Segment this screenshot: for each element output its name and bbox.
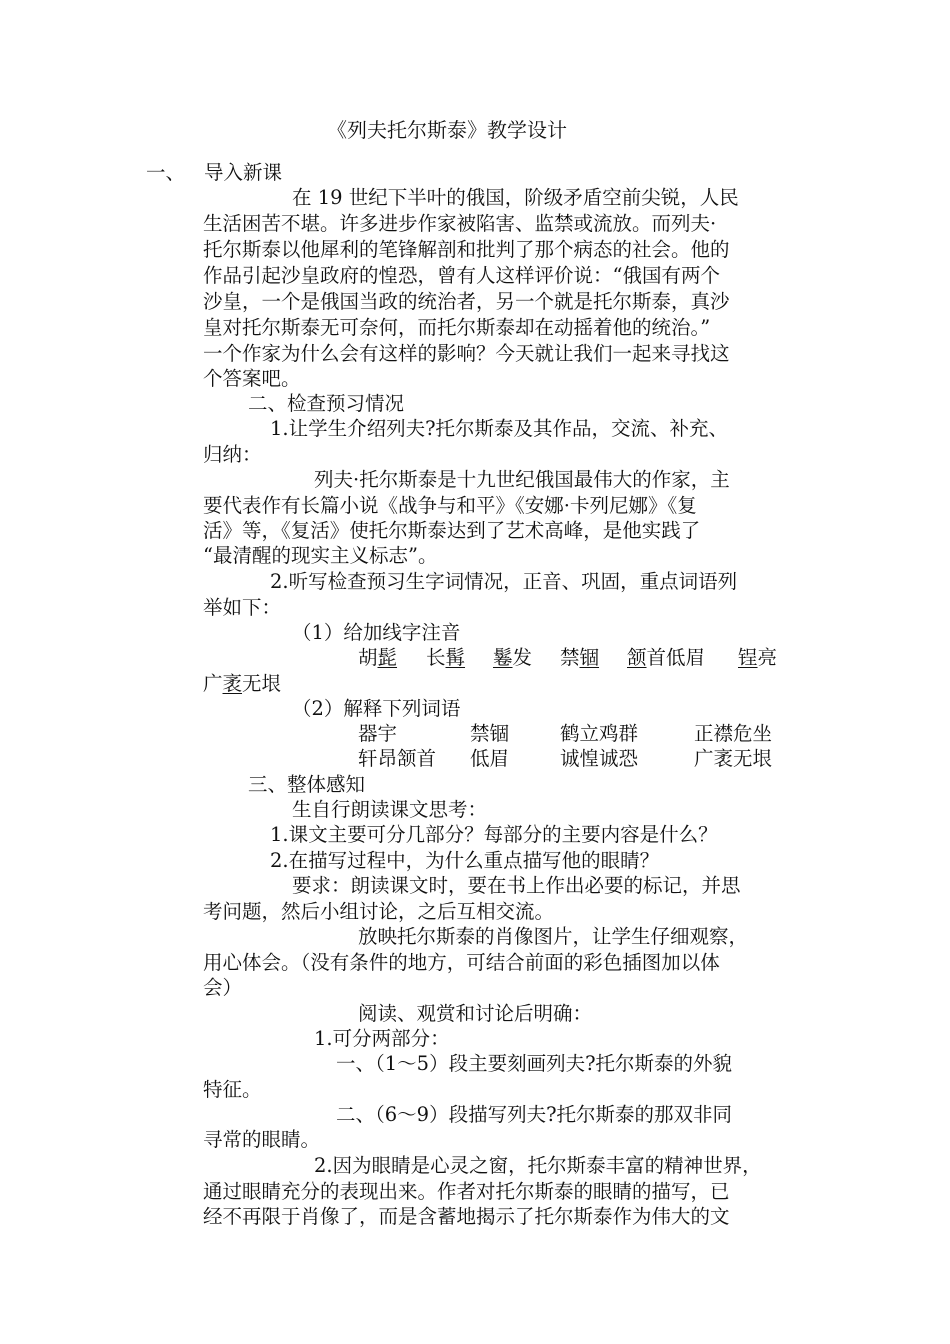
body-line: 考问题，然后小组讨论，之后互相交流。 (203, 900, 555, 923)
word-text: 胡 (358, 646, 378, 669)
word-text: 无垠 (242, 672, 282, 695)
underlined-char: 锢 (579, 646, 600, 669)
body-line: 2.在描写过程中，为什么重点描写他的眼睛？ (270, 849, 660, 872)
underlined-char: 鬈 (493, 646, 513, 669)
word-text: 广 (203, 672, 223, 695)
explain-word: 轩昂颔首 (358, 747, 437, 770)
sub-heading-pinyin: （1）给加线字注音 (292, 621, 461, 644)
word-text: 长 (426, 646, 446, 669)
explain-word: 鹤立鸡群 (560, 722, 639, 745)
intro-line: 皇对托尔斯泰无可奈何，而托尔斯泰却在动摇着他的统治。” (203, 316, 711, 339)
body-line: 1.课文主要可分几部分？每部分的主要内容是什么？ (270, 823, 718, 846)
explain-word: 正襟危坐 (694, 722, 773, 745)
list-item-text: 2.听写检查预习生字词情况，正音、巩固，重点词语列 (270, 570, 738, 593)
body-line: 1.可分两部分： (314, 1027, 450, 1050)
explain-word: 禁锢 (470, 722, 510, 745)
body-line: 通过眼睛充分的表现出来。作者对托尔斯泰的眼睛的描写，已 (203, 1180, 730, 1203)
intro-line: 托尔斯泰以他犀利的笔锋解剖和批判了那个病态的社会。他的 (203, 238, 730, 261)
body-line: 二、（6～9）段描写列夫?托尔斯泰的那双非同 (336, 1103, 733, 1126)
body-line: 经不再限于肖像了，而是含蓄地揭示了托尔斯泰作为伟大的文 (203, 1205, 730, 1228)
underlined-char: 袤 (222, 672, 243, 695)
vocab-word (203, 671, 281, 697)
explain-word: 低眉 (470, 747, 510, 770)
intro-line: 生活困苦不堪。许多进步作家被陷害、监禁或流放。而列夫· (203, 212, 717, 235)
vocab-word (560, 645, 599, 671)
section-heading-preview: 二、检查预习情况 (248, 392, 405, 415)
body-line: 寻常的眼睛。 (203, 1128, 321, 1151)
explain-word: 器宇 (358, 722, 398, 745)
word-text: 发 (512, 646, 533, 669)
bio-line: 列夫·托尔斯泰是十九世纪俄国最伟大的作家，主 (314, 468, 730, 491)
body-line: 要求：朗读课文时，要在书上作出必要的标记，并思 (292, 874, 741, 897)
underlined-char: 髭 (377, 646, 398, 669)
body-line: 会） (203, 976, 243, 999)
body-line: 特征。 (203, 1078, 262, 1101)
vocab-word (493, 645, 532, 671)
vocab-word (426, 645, 465, 671)
underlined-char: 锃 (738, 646, 758, 669)
vocab-word (358, 645, 397, 671)
intro-line: 一个作家为什么会有这样的影响？今天就让我们一起来寻找这 (203, 342, 730, 365)
word-text: 首低眉 (646, 646, 706, 669)
word-text: 禁 (560, 646, 580, 669)
body-line: 一、（1～5）段主要刻画列夫?托尔斯泰的外貌 (336, 1052, 733, 1075)
bio-line: “最清醒的现实主义标志”。 (203, 544, 438, 567)
intro-line: 个答案吧。 (203, 367, 301, 390)
body-line: 生自行朗读课文思考： (292, 798, 488, 821)
body-line: 2.因为眼睛是心灵之窗，托尔斯泰丰富的精神世界， (314, 1154, 762, 1177)
vocab-word (627, 645, 705, 671)
body-line: 阅读、观赏和讨论后明确： (358, 1002, 593, 1025)
intro-line: 在 19 世纪下半叶的俄国，阶级矛盾空前尖锐，人民 (292, 186, 739, 209)
bio-line: 活》等，《复活》使托尔斯泰达到了艺术高峰，是他实践了 (203, 519, 701, 542)
section-heading-overview: 三、整体感知 (248, 773, 366, 796)
word-text: 亮 (757, 646, 778, 669)
underlined-char: 髯 (445, 646, 466, 669)
intro-line: 沙皇，一个是俄国当政的统治者，另一个就是托尔斯泰，真沙 (203, 290, 730, 313)
section-heading-intro: 导入新课 (204, 161, 283, 184)
explain-word: 诚惶诚恐 (560, 747, 639, 770)
underlined-char: 颔 (627, 646, 647, 669)
section-number: 一、 (146, 161, 186, 184)
list-item-text: 举如下： (203, 596, 282, 619)
sub-heading-explain: （2）解释下列词语 (292, 697, 461, 720)
bio-line: 要代表作有长篇小说《战争与和平》《安娜·卡列尼娜》《复 (203, 494, 697, 517)
vocab-word (738, 645, 777, 671)
list-item-text: 1.让学生介绍列夫?托尔斯泰及其作品，交流、补充、 (270, 417, 729, 440)
body-line: 用心体会。（没有条件的地方，可结合前面的彩色插图加以体 (203, 951, 720, 974)
document-title: 《列夫托尔斯泰》教学设计 (327, 118, 567, 142)
explain-word: 广袤无垠 (694, 747, 773, 770)
intro-line: 作品引起沙皇政府的惶恐，曾有人这样评价说：“俄国有两个 (203, 264, 720, 287)
body-line: 放映托尔斯泰的肖像图片，让学生仔细观察， (358, 925, 749, 948)
list-item-text: 归纳： (203, 443, 262, 466)
